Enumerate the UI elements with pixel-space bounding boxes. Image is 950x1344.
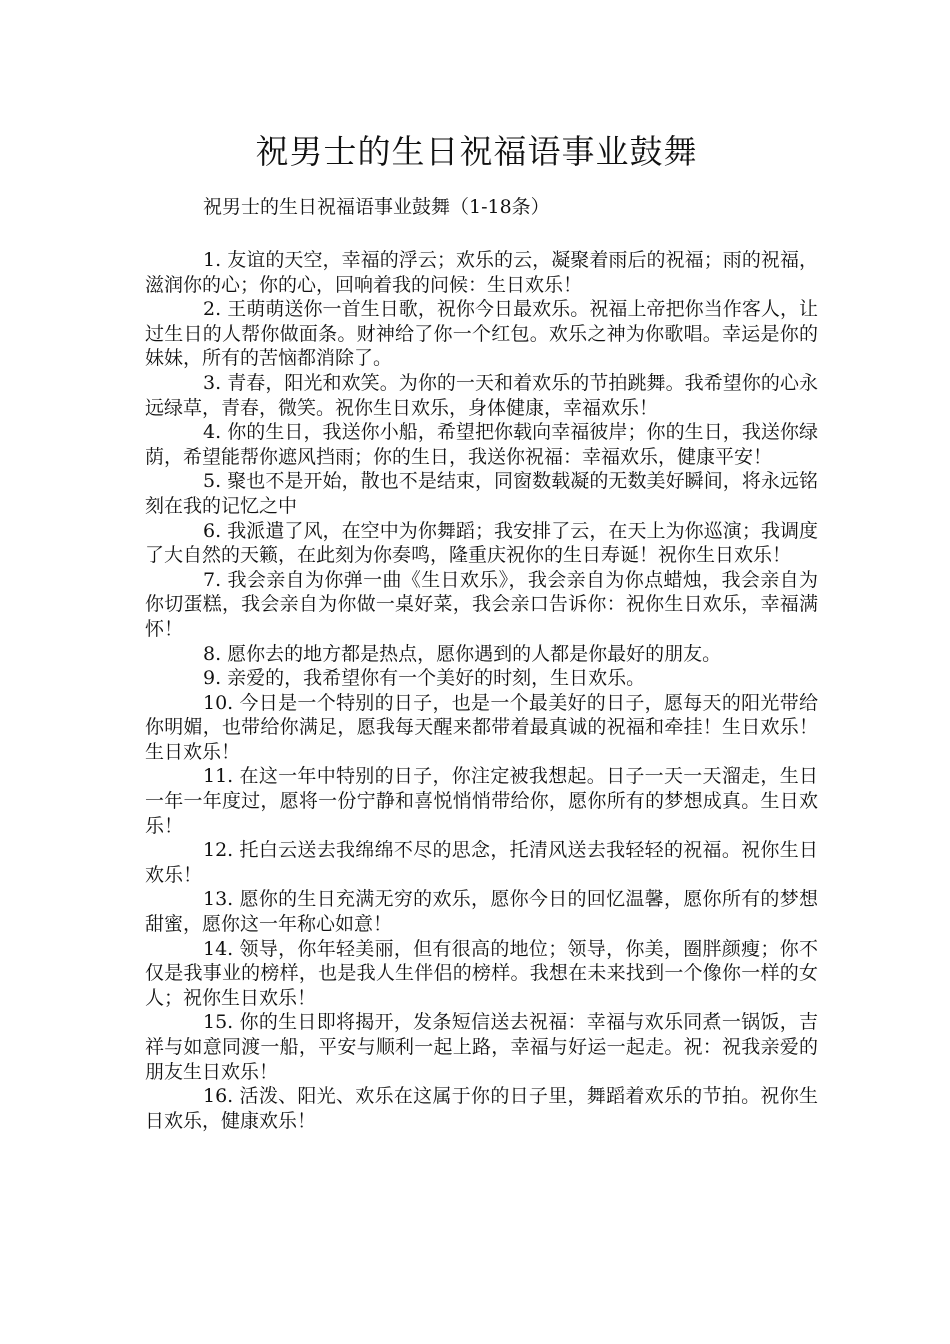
wish-item-11: 11. 在这一年中特别的日子，你注定被我想起。日子一天一天溜走，生日一年一年度过，愿将一份宁静和喜悦悄悄带给你，愿你所有的梦想成真。生日欢乐！ [145, 765, 818, 837]
wish-item-7: 7. 我会亲自为你弹一曲《生日欢乐》，我会亲自为你点蜡烛，我会亲自为你切蛋糕，我会亲自为你做一桌好菜，我会亲口告诉你：祝你生日欢乐，幸福满怀！ [145, 568, 818, 640]
wish-item-2: 2. 王萌萌送你一首生日歌，祝你今日最欢乐。祝福上帝把你当作客人，让过生日的人帮你做面条。财神给了你一个红包。欢乐之神为你歌唱。幸运是你的妹妹，所有的苦恼都消除了。 [145, 298, 818, 370]
document-title: 祝男士的生日祝福语事业鼓舞 [255, 132, 698, 171]
wish-item-16: 16. 活泼、阳光、欢乐在这属于你的日子里，舞蹈着欢乐的节拍。祝你生日欢乐，健康欢乐！ [145, 1085, 818, 1132]
wish-item-14: 14. 领导，你年轻美丽，但有很高的地位；领导，你美，圈胖颜瘦；你不仅是我事业的榜样，也是我人生伴侣的榜样。我想在未来找到一个像你一样的女人；祝你生日欢乐！ [145, 937, 818, 1009]
wish-item-8: 8. 愿你去的地方都是热点，愿你遇到的人都是你最好的朋友。 [203, 642, 722, 665]
wish-list [145, 248, 818, 1133]
wish-item-9: 9. 亲爱的，我希望你有一个美好的时刻，生日欢乐。 [203, 667, 646, 690]
wish-item-1: 1. 友谊的天空，幸福的浮云；欢乐的云，凝聚着雨后的祝福；雨的祝福，滋润你的心；你的心，回响着我的问候：生日欢乐！ [145, 249, 818, 296]
wish-item-5: 5. 聚也不是开始，散也不是结束，同窗数载凝的无数美好瞬间，将永远铭刻在我的记忆之中 [145, 470, 818, 517]
wish-item-12: 12. 托白云送去我绵绵不尽的思念，托清风送去我轻轻的祝福。祝你生日欢乐！ [145, 839, 818, 886]
wish-item-6: 6. 我派遣了风，在空中为你舞蹈；我安排了云，在天上为你巡演；我调度了大自然的天籁，在此刻为你奏鸣，隆重庆祝你的生日寿诞！祝你生日欢乐！ [145, 519, 818, 567]
wish-item-4: 4. 你的生日，我送你小船，希望把你载向幸福彼岸；你的生日，我送你绿荫，希望能帮你遮风挡雨；你的生日，我送你祝福：幸福欢乐，健康平安！ [145, 421, 818, 468]
document-subtitle: 祝男士的生日祝福语事业鼓舞（1-18条） [203, 196, 550, 218]
wish-item-13: 13. 愿你的生日充满无穷的欢乐，愿你今日的回忆温馨，愿你所有的梦想甜蜜，愿你这一年称心如意！ [145, 888, 818, 936]
wish-item-3: 3. 青春，阳光和欢笑。为你的一天和着欢乐的节拍跳舞。我希望你的心永远绿草，青春，微笑。祝你生日欢乐，身体健康，幸福欢乐！ [145, 371, 818, 419]
wish-item-10: 10. 今日是一个特别的日子，也是一个最美好的日子，愿每天的阳光带给你明媚，也带给你满足，愿我每天醒来都带着最真诚的祝福和牵挂！生日欢乐！生日欢乐！ [145, 691, 818, 763]
wish-item-15: 15. 你的生日即将揭开，发条短信送去祝福：幸福与欢乐同煮一锅饭，吉祥与如意同渡一船，平安与顺利一起上路，幸福与好运一起走。祝：祝我亲爱的朋友生日欢乐！ [145, 1011, 818, 1083]
